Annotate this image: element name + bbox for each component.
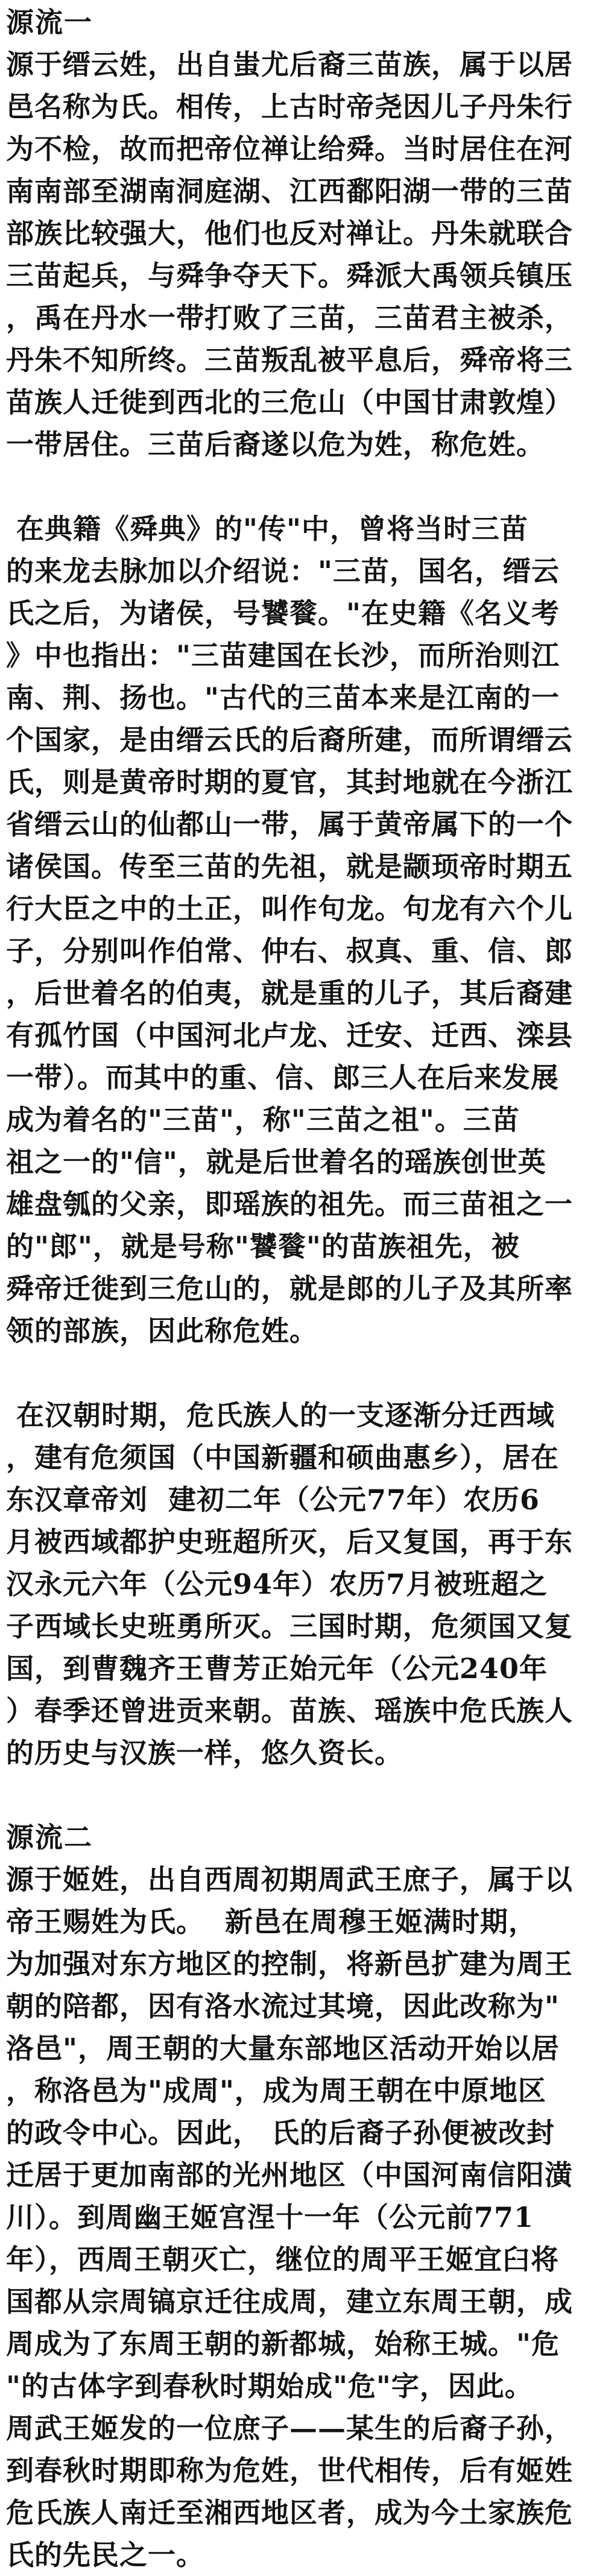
text-line: 有孤竹国（中国河北卢龙、迁安、迁西、滦县	[6, 1019, 573, 1052]
text-line: 东汉章帝刘 建初二年（公元77年）农历6	[6, 1483, 540, 1516]
section-origin-two	[6, 1816, 585, 2576]
text-line: ，禹在丹水一带打败了三苗，三苗君主被杀，	[6, 301, 573, 334]
text-line: 一带居住。三苗后裔遂以危为姓，称危姓。	[6, 428, 545, 461]
text-line: 氏之后，为诸侯，号饕餮。"在史籍《名义考	[6, 597, 560, 630]
text-line: 的政令中心。因此， 氏的后裔子孙便被改封	[6, 2117, 555, 2149]
text-line: 国都从宗周镐京迁往成周，建立东周王朝，成	[6, 2285, 573, 2318]
text-line: 诸侯国。传至三苗的先祖，就是颛顼帝时期五	[6, 850, 573, 883]
text-line: 周武王姬发的一位庶子——某生的后裔子孙，	[6, 2412, 573, 2445]
section-heading: 源流一	[6, 6, 93, 39]
text-line: 的来龙去脉加以介绍说："三苗，国名，缙云	[6, 555, 560, 587]
text-line: 为不检，故而把帝位禅让给舜。当时居住在河	[6, 133, 573, 165]
text-line: 到春秋时期即称为危姓，世代相传，后有姬姓	[6, 2454, 573, 2487]
text-line: 月被西域都护史班超所灭，后又复国，再于东	[6, 1526, 573, 1558]
text-line: 氏，则是黄帝时期的夏官，其封地就在今浙江	[6, 766, 573, 798]
text-line: 》中也指出："三苗建国在长沙，而所治则江	[6, 639, 560, 672]
text-line: 川）。到周幽王姬宫涅十一年（公元前771	[6, 2201, 534, 2233]
text-line: 舜帝迁徙到三危山的，就是郎的儿子及其所率	[6, 1272, 573, 1305]
text-line: 在典籍《舜典》的"传"中，曾将当时三苗	[6, 513, 528, 545]
text-line: 苗族人迁徙到西北的三危山（中国甘肃敦煌）	[6, 386, 573, 418]
text-line: ）春季还曾进贡来朝。苗族、瑶族中危氏族人	[6, 1694, 573, 1727]
text-line: 洛邑"，周王朝的大量东部地区活动开始以居	[6, 2032, 560, 2065]
text-line: 朝的陪都，因有洛水流过其境，因此改称为"	[6, 1990, 560, 2022]
section-han-dynasty-paragraph	[6, 1394, 585, 1774]
text-line: 国，到曹魏齐王曹芳正始元年（公元240年	[6, 1652, 548, 1685]
text-line: 子，分别叫作伯常、仲右、叔真、重、信、郎	[6, 935, 573, 967]
text-line: 祖之一的"信"，就是后世着名的瑶族创世英	[6, 1146, 546, 1178]
text-line: 南、荆、扬也。"古代的三苗本来是江南的一	[6, 681, 560, 714]
text-line: 一带）。而其中的重、信、郎三人在后来发展	[6, 1061, 559, 1094]
text-line: 危氏族人南迁至湘西地区者，成为今土家族危	[6, 2496, 573, 2529]
text-line: 雄盘瓠的父亲，即瑶族的祖先。而三苗祖之一	[6, 1188, 573, 1220]
text-line: 源于缙云姓，出自蚩尤后裔三苗族，属于以居	[6, 48, 573, 81]
text-line: 子西域长史班勇所灭。三国时期，危须国又复	[6, 1610, 573, 1643]
text-line: 帝王赐姓为氏。 新邑在周穆王姬满时期，	[6, 1905, 537, 1938]
text-line: 丹朱不知所终。三苗叛乱被平息后，舜帝将三	[6, 344, 573, 376]
text-line: ，建有危须国（中国新疆和硕曲惠乡），居在	[6, 1441, 559, 1474]
text-line: 部族比较强大，他们也反对禅让。丹朱就联合	[6, 217, 573, 250]
text-line: "的古体字到春秋时期始成"危"字，因此。	[6, 2370, 533, 2402]
text-line: 的历史与汉族一样，悠久资长。	[6, 1737, 403, 1769]
text-line: ，称洛邑为"成周"，成为周王朝在中原地区	[6, 2074, 546, 2107]
section-shundian-paragraph	[6, 508, 585, 1352]
text-line: 氏的先民之一。	[6, 2539, 204, 2571]
text-line: 行大臣之中的土正，叫作句龙。句龙有六个儿	[6, 892, 573, 925]
text-line: 的"郎"，就是号称"饕餮"的苗族祖先，被	[6, 1230, 520, 1263]
text-line: 南南部至湖南洞庭湖、江西鄱阳湖一带的三苗	[6, 175, 573, 207]
text-line: 邑名称为氏。相传，上古时帝尧因儿子丹朱行	[6, 90, 573, 123]
text-line: 在汉朝时期，危氏族人的一支逐渐分迁西域	[6, 1399, 555, 1432]
text-line: ，后世着名的伯夷，就是重的儿子，其后裔建	[6, 977, 573, 1009]
text-line: 迁居于更加南部的光州地区（中国河南信阳潢	[6, 2159, 573, 2191]
text-line: 个国家，是由缙云氏的后裔所建，而所谓缙云	[6, 724, 573, 756]
text-line: 汉永元六年（公元94年）农历7月被班超之	[6, 1568, 548, 1600]
text-line: 源于姬姓，出自西周初期周武王庶子，属于以	[6, 1863, 573, 1896]
text-line: 为加强对东方地区的控制，将新邑扩建为周王	[6, 1948, 573, 1980]
text-line: 年），西周王朝灭亡，继位的周平王姬宜臼将	[6, 2243, 559, 2276]
section-origin-one	[6, 1, 585, 466]
text-line: 成为着名的"三苗"，称"三苗之祖"。三苗	[6, 1103, 520, 1136]
text-line: 领的部族，因此称危姓。	[6, 1315, 318, 1347]
section-heading: 源流二	[6, 1821, 93, 1854]
text-line: 三苗起兵，与舜争夺天下。舜派大禹领兵镇压	[6, 259, 573, 292]
text-line: 周成为了东周王朝的新都城，始称王城。"危	[6, 2328, 560, 2360]
text-line: 省缙云山的仙都山一带，属于黄帝属下的一个	[6, 808, 573, 841]
